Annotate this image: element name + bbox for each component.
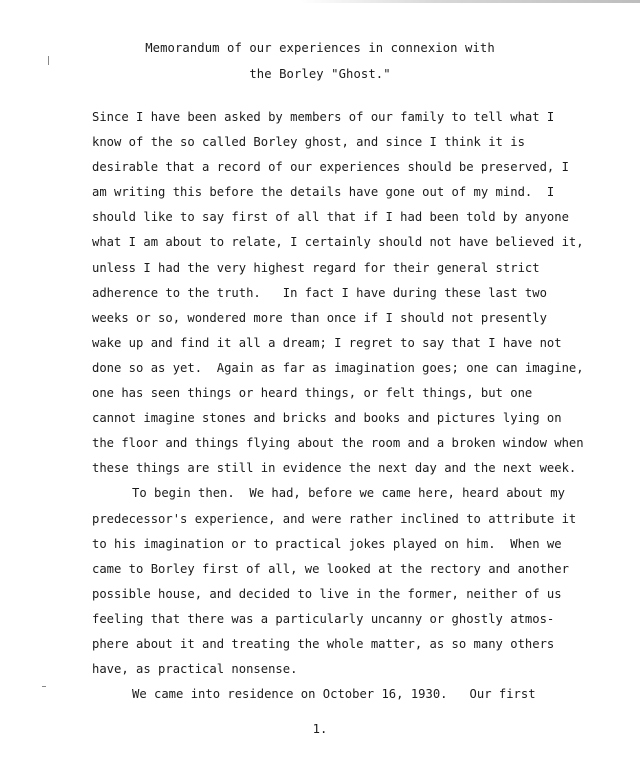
text-line: came to Borley first of all, we looked at the rectory and another xyxy=(92,561,569,576)
text-line: wake up and find it all a dream; I regret to say that I have not xyxy=(92,335,562,350)
text-line: phere about it and treating the whole matter, as so many others xyxy=(92,636,555,651)
scan-speck xyxy=(42,686,46,687)
text-line: weeks or so, wondered more than once if I should not presently xyxy=(92,310,547,325)
text-line: To begin then. We had, before we came here, heard about my xyxy=(132,486,565,501)
text-line: feeling that there was a particularly uncanny or ghostly atmos- xyxy=(92,611,555,626)
text-line: desirable that a record of our experiences should be preserved, I xyxy=(92,160,569,175)
text-line: one has seen things or heard things, or felt things, but one xyxy=(92,386,533,401)
memorandum-body xyxy=(92,105,612,707)
text-line: know of the so called Borley ghost, and since I think it is xyxy=(92,135,525,150)
text-line: possible house, and decided to live in the former, neither of us xyxy=(92,586,562,601)
text-line: what I am about to relate, I certainly should not have believed it, xyxy=(92,235,584,250)
text-line: done so as yet. Again as far as imagination goes; one can imagine, xyxy=(92,360,584,375)
text-line: the floor and things flying about the room and a broken window when xyxy=(92,436,584,451)
scan-edge-shadow xyxy=(300,0,640,3)
text-line: adherence to the truth. In fact I have during these last two xyxy=(92,285,547,300)
text-line: cannot imagine stones and bricks and books and pictures lying on xyxy=(92,411,562,426)
text-line: these things are still in evidence the next day and the next week. xyxy=(92,461,577,476)
text-line: Since I have been asked by members of our family to tell what I xyxy=(92,110,555,124)
page-number: 1. xyxy=(312,722,328,736)
text-line: have, as practical nonsense. xyxy=(92,662,298,677)
text-line: unless I had the very highest regard for their general strict xyxy=(92,260,540,275)
text-line: to his imagination or to practical jokes played on him. When we xyxy=(92,536,562,551)
document-title-line-2: the Borley "Ghost." xyxy=(249,67,391,81)
text-line: We came into residence on October 16, 1930. Our first xyxy=(132,687,536,702)
text-line: am writing this before the details have gone out of my mind. I xyxy=(92,185,555,200)
document-title-line-1: Memorandum of our experiences in connexion with xyxy=(145,41,495,55)
text-line: should like to say first of all that if I had been told by anyone xyxy=(92,210,569,225)
text-line: predecessor's experience, and were rather inclined to attribute it xyxy=(92,511,577,526)
scan-speck xyxy=(48,56,49,65)
